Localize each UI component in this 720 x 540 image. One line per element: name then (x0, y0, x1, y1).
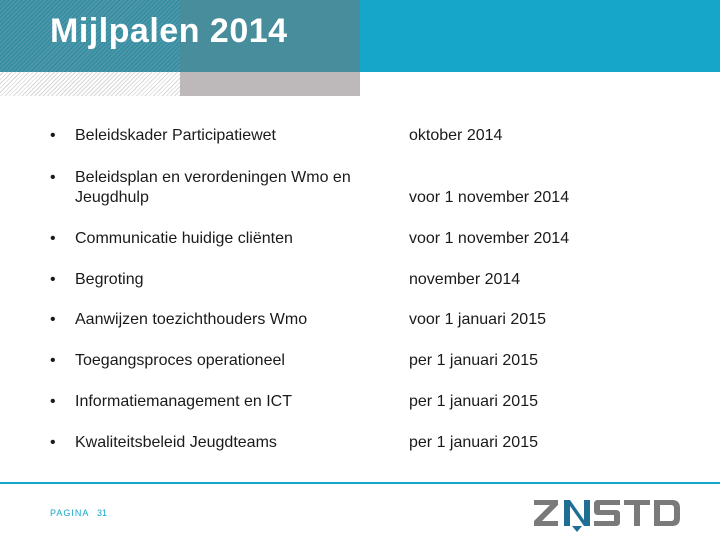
logo-n (564, 500, 590, 532)
milestone-item: Beleidsplan en verordeningen Wmo en Jeugdhulp (75, 169, 351, 206)
footer-divider (0, 482, 720, 484)
milestone-item: Begroting (75, 271, 144, 288)
milestone-date: per 1 januari 2015 (409, 393, 538, 410)
milestone-item: Kwaliteitsbeleid Jeugdteams (75, 434, 277, 451)
bullet: • (50, 127, 56, 144)
logo-z (534, 500, 558, 526)
bullet: • (50, 434, 56, 451)
milestone-date: voor 1 november 2014 (409, 189, 570, 206)
page-label: PAGINA (50, 508, 90, 518)
milestone-date: voor 1 januari 2015 (409, 311, 546, 328)
page-number: 31 (97, 508, 108, 518)
bullet: • (50, 352, 56, 369)
milestone-item: Informatiemanagement en ICT (75, 393, 292, 410)
slide-title: Mijlpalen 2014 (50, 12, 288, 50)
bullet: • (50, 169, 56, 186)
logo-t (624, 500, 650, 526)
header-hatched-strip (0, 72, 180, 96)
logo-s (594, 500, 620, 526)
milestone-item: Aanwijzen toezichthouders Wmo (75, 311, 308, 328)
bullet: • (50, 230, 56, 247)
milestone-date: voor 1 november 2014 (409, 230, 570, 247)
milestone-date: per 1 januari 2015 (409, 352, 538, 369)
logo-d (654, 500, 680, 526)
bullet: • (50, 393, 56, 410)
znstd-logo (532, 494, 682, 532)
milestone-item: Toegangsproces operationeel (75, 352, 285, 369)
milestone-date: oktober 2014 (409, 127, 503, 144)
bullet: • (50, 311, 56, 328)
milestone-date: november 2014 (409, 271, 521, 288)
milestone-item: Beleidskader Participatiewet (75, 127, 276, 144)
milestone-item: Communicatie huidige cliënten (75, 230, 293, 247)
milestone-date: per 1 januari 2015 (409, 434, 538, 451)
slide-header (0, 0, 720, 96)
bullet: • (50, 271, 56, 288)
